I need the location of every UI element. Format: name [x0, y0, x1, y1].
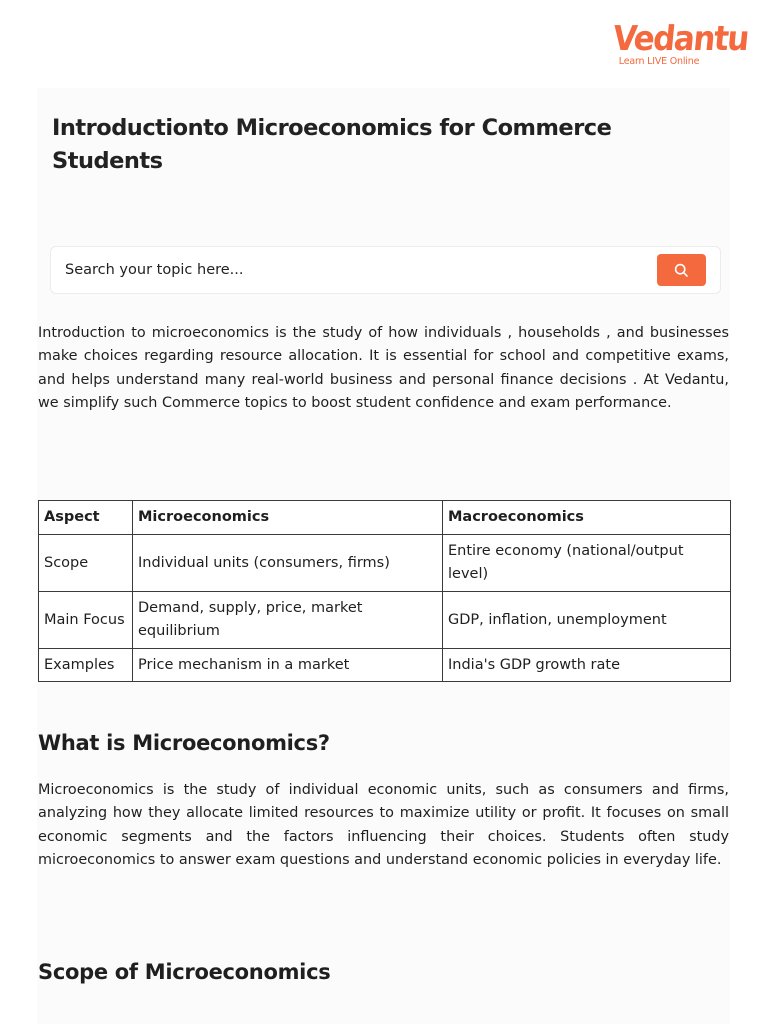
table-cell: Examples — [39, 649, 133, 682]
search-button[interactable] — [657, 254, 706, 286]
search-bar — [50, 246, 721, 294]
logo-wordmark: Vedantu — [611, 19, 750, 59]
table-row — [39, 649, 731, 682]
table-header-cell: Microeconomics — [133, 501, 443, 535]
search-input[interactable] — [65, 247, 625, 293]
logo-tagline: Learn LIVE Online — [618, 56, 700, 67]
table-header-row — [39, 501, 731, 535]
table-cell: Entire economy (national/output level) — [443, 535, 731, 592]
table-cell: India's GDP growth rate — [443, 649, 731, 682]
section-heading-what: What is Microeconomics? — [38, 731, 330, 755]
table-row — [39, 592, 731, 649]
what-paragraph: Microeconomics is the study of individual economic units, such as consumers and firms, analyzing how they allocate limited resources to maximize utility or profit. It focuses on small economic segments and the factors influencing their choices. Students often study microeconomics to answer exam questions and understand economic policies in everyday life. — [38, 782, 729, 869]
main-content — [37, 88, 730, 1024]
table-cell: Demand, supply, price, market equilibrium — [133, 592, 443, 649]
intro-paragraph: Introduction to microeconomics is the study of how individuals , households , and businesses make choices regarding resource allocation. It is essential for school and competitive exams, and helps understand many real-world business and personal finance decisions . At Vedantu, we simplify such Commerce topics to boost student confidence and exam performance. — [38, 325, 729, 412]
table-cell: Main Focus — [39, 592, 133, 649]
table-header-cell: Aspect — [39, 501, 133, 535]
header — [0, 0, 768, 88]
section-heading-scope: Scope of Microeconomics — [38, 960, 331, 984]
table-row — [39, 535, 731, 592]
comparison-table — [38, 500, 731, 682]
table-cell: Individual units (consumers, firms) — [133, 535, 443, 592]
table-cell: Scope — [39, 535, 133, 592]
vedantu-logo[interactable] — [611, 19, 750, 72]
table-cell: GDP, inflation, unemployment — [443, 592, 731, 649]
table-cell: Price mechanism in a market — [133, 649, 443, 682]
search-icon — [674, 263, 689, 278]
page-title: Introductionto Microeconomics for Commerce Students — [52, 115, 612, 174]
table-header-cell: Macroeconomics — [443, 501, 731, 535]
